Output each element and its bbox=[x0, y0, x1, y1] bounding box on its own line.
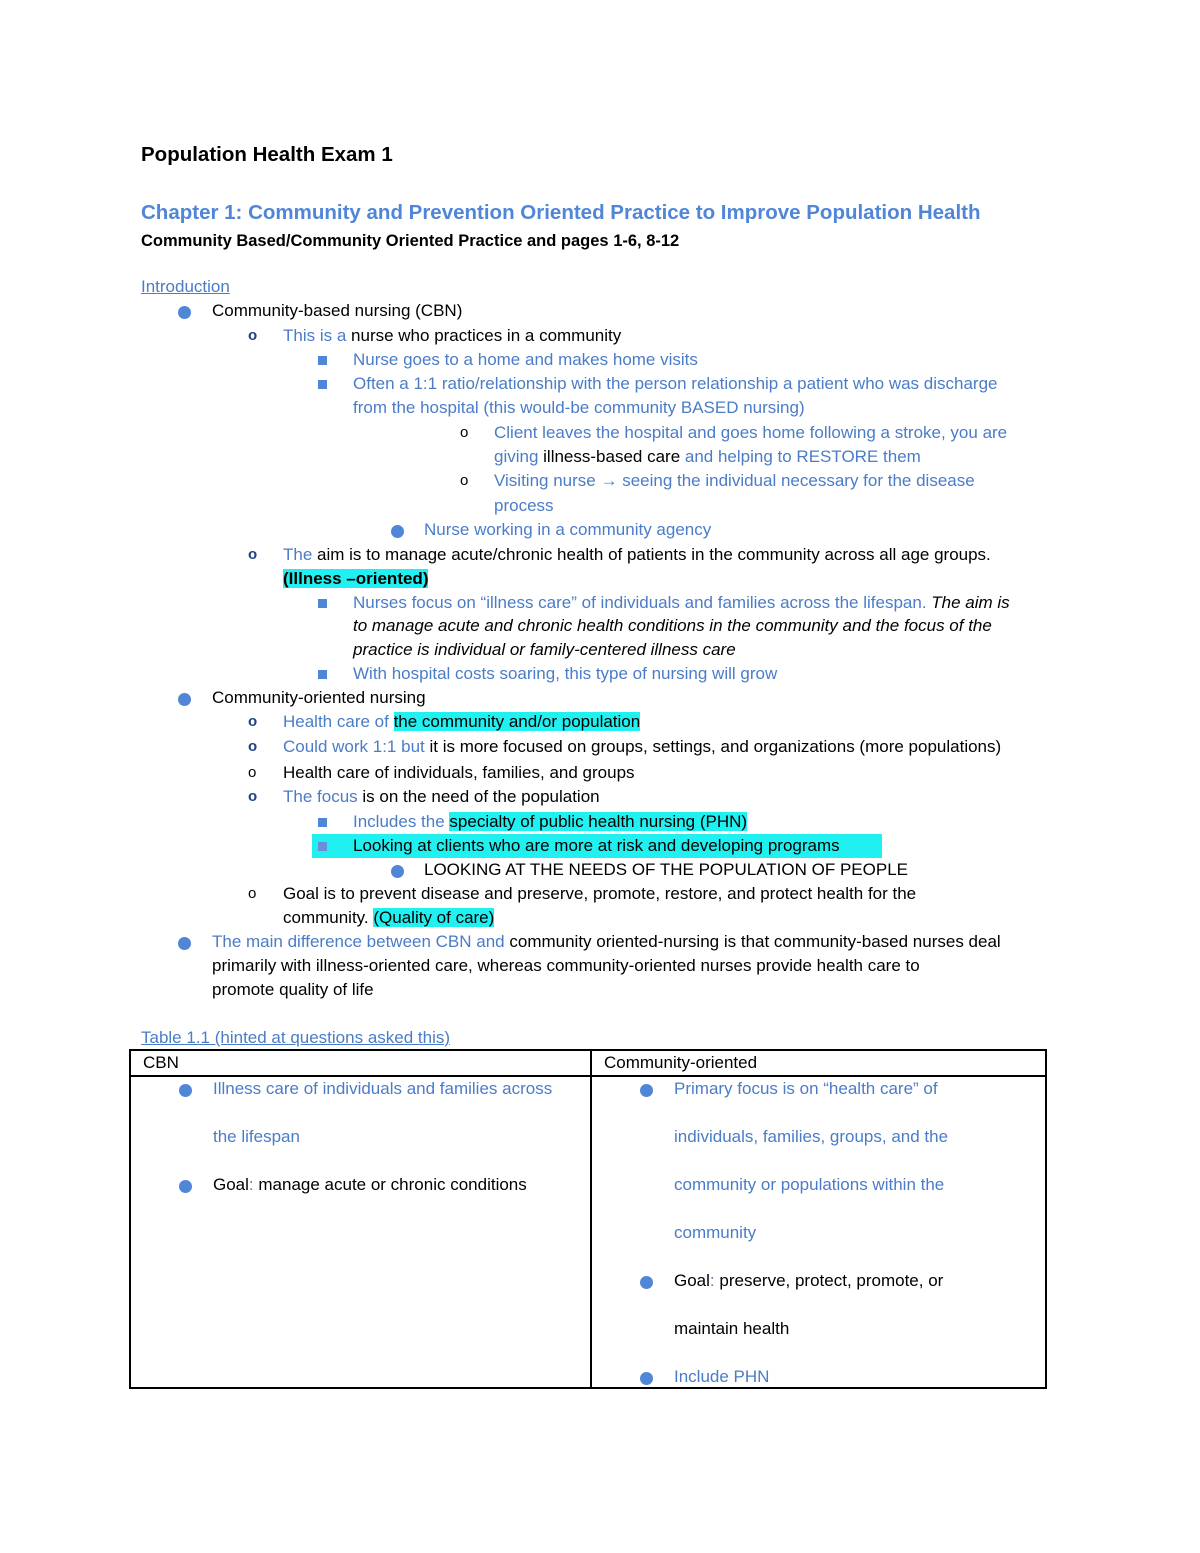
con-cell-goal-line2: maintain health bbox=[674, 1319, 790, 1338]
con-cell-line1: Primary focus is on “health care” of bbox=[674, 1079, 938, 1098]
text-blue: : bbox=[248, 1175, 254, 1194]
text-blue: The main difference between CBN and bbox=[212, 932, 510, 951]
cbn-label: Community-based nursing (CBN) bbox=[212, 301, 463, 320]
text-black: community oriented-nursing is that community-based nurses deal bbox=[509, 932, 1001, 951]
cbn-sub-3-line2: to manage acute and chronic health conditions in the community and the focus of the bbox=[353, 616, 992, 635]
bullet-dot-icon bbox=[178, 693, 191, 706]
cbn-point-1 bbox=[283, 324, 621, 348]
cbn-sub-4: With hospital costs soaring, this type of nursing will grow bbox=[353, 664, 778, 683]
cbn-cell-body bbox=[131, 1077, 590, 1387]
text-black: manage acute or chronic conditions bbox=[253, 1175, 527, 1194]
text-black: community. bbox=[283, 908, 374, 927]
text-black: illness-based care bbox=[543, 447, 681, 466]
text-blue: Includes the bbox=[353, 812, 450, 831]
bullet-dot-icon bbox=[391, 525, 404, 538]
text-blue: The focus bbox=[283, 787, 363, 806]
con-point-5-line2 bbox=[283, 906, 494, 930]
difference-line2: primarily with illness-oriented care, whereas community-oriented nurses provide health care to bbox=[212, 956, 920, 975]
text-black: is on the need of the population bbox=[362, 787, 600, 806]
text-black: nurse who practices in a community bbox=[351, 326, 622, 345]
highlight-text: (Illness –oriented) bbox=[283, 569, 429, 588]
o-bullet-icon: o bbox=[460, 424, 469, 441]
text-blue: and helping to RESTORE them bbox=[680, 447, 921, 466]
con-needs: LOOKING AT THE NEEDS OF THE POPULATION OF PEOPLE bbox=[424, 860, 908, 879]
square-bullet-icon bbox=[318, 599, 327, 608]
o-bullet-icon: o bbox=[460, 472, 469, 489]
bullet-dot-icon bbox=[178, 306, 191, 319]
bullet-dot-icon bbox=[179, 1084, 192, 1097]
cbn-cell-line1: Illness care of individuals and families across bbox=[213, 1079, 553, 1098]
text-italic: The aim is bbox=[931, 593, 1010, 612]
square-bullet-icon bbox=[318, 670, 327, 679]
con-cell-phn: Include PHN bbox=[674, 1367, 770, 1386]
table-header-cell bbox=[130, 1050, 591, 1076]
table-header-row bbox=[130, 1050, 1046, 1076]
bullet-dot-icon bbox=[391, 865, 404, 878]
cbn-agency: Nurse working in a community agency bbox=[424, 520, 712, 539]
text-blue: This is a bbox=[283, 326, 352, 345]
chapter-subheading: Community Based/Community Oriented Practice and pages 1-6, 8-12 bbox=[141, 232, 680, 250]
bullet-dot-icon bbox=[640, 1276, 653, 1289]
cbn-subsub-2-line1: Visiting nurse → seeing the individual necessary for the disease bbox=[494, 471, 975, 490]
o-bullet-icon: o bbox=[248, 738, 258, 755]
square-bullet-icon bbox=[318, 842, 327, 851]
o-bullet-icon: o bbox=[248, 885, 257, 902]
cbn-sub-3-line1 bbox=[353, 591, 1010, 615]
con-point-4 bbox=[283, 785, 600, 809]
text-blue: giving bbox=[494, 447, 544, 466]
cbn-point-2 bbox=[283, 543, 991, 567]
con-sub-2: Looking at clients who are more at risk and developing programs bbox=[353, 836, 840, 855]
cbn-subsub-1-line1: Client leaves the hospital and goes home following a stroke, you are bbox=[494, 423, 1008, 442]
o-bullet-icon: o bbox=[248, 764, 257, 781]
chapter-heading: Chapter 1: Community and Prevention Oriented Practice to Improve Population Health bbox=[141, 201, 981, 224]
con-sub-1 bbox=[353, 810, 747, 834]
bullet-dot-icon bbox=[178, 937, 191, 950]
cbn-cell-line2: the lifespan bbox=[213, 1127, 300, 1146]
table-header-cell bbox=[591, 1050, 1046, 1076]
cbn-sub-2-line1: Often a 1:1 ratio/relationship with the person relationship a patient who was discharge bbox=[353, 374, 998, 393]
bullet-dot-icon bbox=[640, 1372, 653, 1385]
con-cell-goal bbox=[674, 1269, 943, 1293]
introduction-heading: Introduction bbox=[141, 277, 230, 296]
text-blue: Nurses focus on “illness care” of individuals and families across the lifespan. bbox=[353, 593, 932, 612]
o-bullet-icon: o bbox=[248, 327, 258, 344]
con-point-1 bbox=[283, 710, 640, 734]
table-cell-cbn bbox=[130, 1076, 591, 1388]
table-caption: Table 1.1 (hinted at questions asked this) bbox=[141, 1028, 451, 1047]
bullet-dot-icon bbox=[179, 1180, 192, 1193]
con-cell-line3: community or populations within the bbox=[674, 1175, 945, 1194]
highlight-text: the community and/or population bbox=[393, 712, 641, 731]
header-community-oriented: Community-oriented bbox=[604, 1053, 758, 1072]
cbn-subsub-2-line2: process bbox=[494, 496, 554, 515]
cbn-sub-1: Nurse goes to a home and makes home visits bbox=[353, 350, 698, 369]
con-point-2 bbox=[283, 735, 1001, 759]
text-blue: : bbox=[709, 1271, 715, 1290]
o-bullet-icon: o bbox=[248, 713, 258, 730]
square-bullet-icon bbox=[318, 818, 327, 827]
highlight-text: (Quality of care) bbox=[373, 908, 495, 927]
con-label: Community-oriented nursing bbox=[212, 688, 426, 707]
table-row bbox=[130, 1076, 1046, 1388]
text-black: preserve, protect, promote, or bbox=[714, 1271, 944, 1290]
document-title: Population Health Exam 1 bbox=[141, 143, 393, 166]
cbn-subsub-1-line2 bbox=[494, 445, 921, 469]
text-black: aim is to manage acute/chronic health of patients in the community across all age groups. bbox=[317, 545, 991, 564]
text-blue: Could work 1:1 but bbox=[283, 737, 430, 756]
highlight-text: specialty of public health nursing (PHN) bbox=[449, 812, 748, 831]
con-cell-body bbox=[592, 1077, 1045, 1387]
cbn-point-2-tag bbox=[283, 567, 428, 591]
con-point-5-line1: Goal is to prevent disease and preserve, promote, restore, and protect health for the bbox=[283, 884, 917, 903]
text-black: it is more focused on groups, settings, and organizations (more populations) bbox=[429, 737, 1002, 756]
bullet-dot-icon bbox=[640, 1084, 653, 1097]
square-bullet-icon bbox=[318, 356, 327, 365]
con-cell-line4: community bbox=[674, 1223, 757, 1242]
square-bullet-icon bbox=[318, 380, 327, 389]
text-black: Goal bbox=[674, 1271, 710, 1290]
con-point-3: Health care of individuals, families, and groups bbox=[283, 763, 635, 782]
header-cbn: CBN bbox=[143, 1053, 179, 1072]
difference-line3: promote quality of life bbox=[212, 980, 374, 999]
cbn-sub-3-line3: practice is individual or family-centered illness care bbox=[353, 640, 736, 659]
o-bullet-icon: o bbox=[248, 546, 258, 563]
difference-line1 bbox=[212, 930, 1001, 954]
cbn-cell-goal bbox=[213, 1173, 527, 1197]
con-cell-line2: individuals, families, groups, and the bbox=[674, 1127, 949, 1146]
text-blue: Health care of bbox=[283, 712, 394, 731]
cbn-sub-2-line2: from the hospital (this would-be community BASED nursing) bbox=[353, 398, 805, 417]
table-cell-community-oriented bbox=[591, 1076, 1046, 1388]
comparison-table bbox=[129, 1049, 1047, 1389]
o-bullet-icon: o bbox=[248, 788, 258, 805]
text-black: Goal bbox=[213, 1175, 249, 1194]
text-blue: The bbox=[283, 545, 318, 564]
